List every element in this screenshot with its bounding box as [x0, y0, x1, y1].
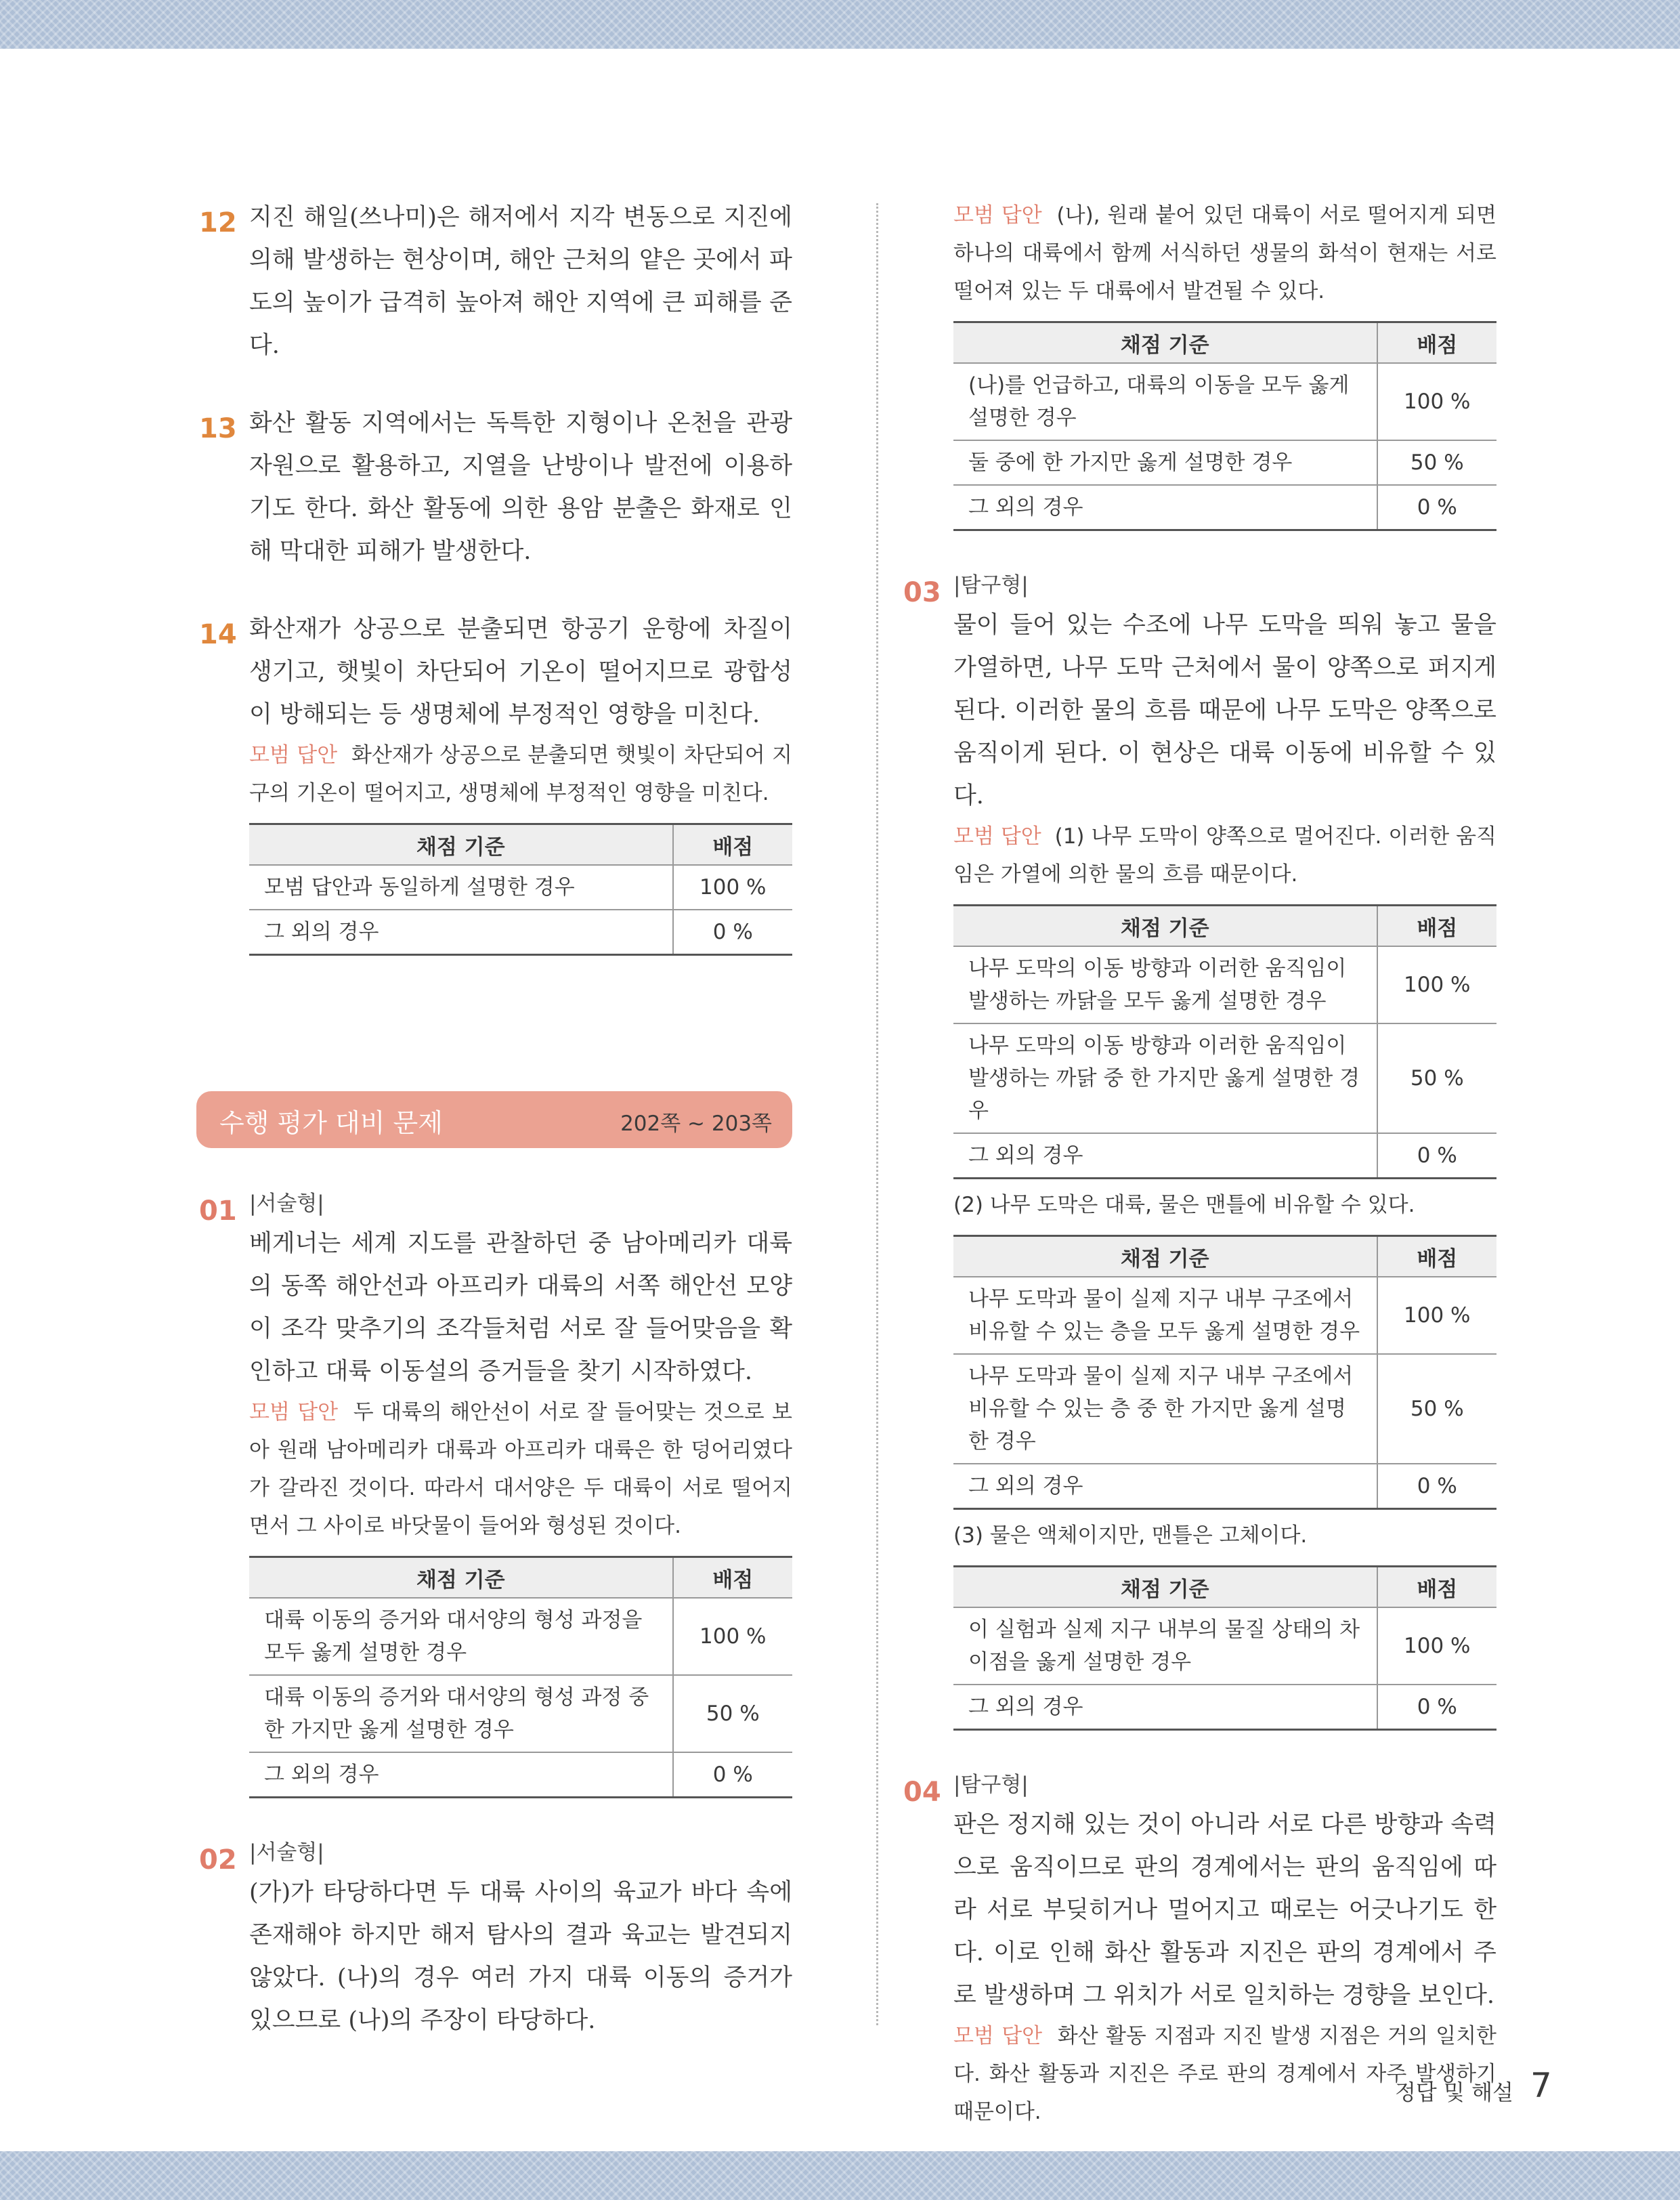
question-13: [196, 402, 792, 573]
table-row: [953, 1023, 1496, 1133]
question-number: 04: [903, 1777, 941, 1808]
model-answer-label: 모범 답안: [953, 203, 1042, 228]
model-answer-text: 화산 활동 지점과 지진 발생 지점은 거의 일치한다. 화산 활동과 지진은 주로 판의 경계에서 자주 발생하기 때문이다.: [953, 2024, 1496, 2124]
table-row: [953, 1133, 1496, 1179]
question-02-answer: [901, 196, 1496, 531]
grading-table-1: [953, 904, 1496, 1179]
footer-label: 정답 및 해설: [1395, 2079, 1513, 2105]
answer-part-3: (3) 물은 액체이지만, 맨틀은 고체이다.: [953, 1523, 1308, 1548]
criteria-cell: 둘 중에 한 가지만 옳게 설명한 경우: [953, 440, 1377, 485]
question-text: 물이 들어 있는 수조에 나무 도막을 띄워 놓고 물을 가열하면, 나무 도막 근처에서 물이 양쪽으로 퍼지게 된다. 이러한 물의 흐름 때문에 나무 도막은 양쪽으로 움직이게 된다. 이 현상은 대륙 이동에 비유할 수 있다.: [953, 612, 1496, 809]
score-header: 배점: [1377, 322, 1496, 364]
criteria-header: 채점 기준: [249, 1557, 673, 1599]
score-header: 배점: [673, 1557, 792, 1599]
criteria-cell: (나)를 언급하고, 대륙의 이동을 모두 옳게 설명한 경우: [953, 363, 1377, 440]
criteria-cell: 그 외의 경우: [249, 1752, 673, 1798]
column-divider: [876, 203, 878, 2025]
criteria-cell: 대륙 이동의 증거와 대서양의 형성 과정 중 한 가지만 옳게 설명한 경우: [249, 1675, 673, 1752]
model-answer-label: 모범 답안: [249, 743, 338, 767]
score-cell: 100 %: [673, 865, 792, 910]
section-pages: 202쪽 ~ 203쪽: [620, 1112, 772, 1136]
criteria-header: 채점 기준: [953, 322, 1377, 364]
score-cell: 100 %: [1377, 1607, 1496, 1685]
question-type-tag: |탐구형|: [953, 1773, 1029, 1797]
question-02: [196, 1834, 792, 2042]
criteria-header: 채점 기준: [953, 1567, 1377, 1608]
score-cell: 0 %: [1377, 485, 1496, 530]
score-cell: 0 %: [1377, 1464, 1496, 1509]
model-answer: [953, 196, 1496, 310]
criteria-header: 채점 기준: [249, 824, 673, 866]
criteria-header: 채점 기준: [953, 1236, 1377, 1277]
model-answer-label: 모범 답안: [953, 2024, 1043, 2048]
table-row: [953, 1607, 1496, 1685]
score-cell: 0 %: [1377, 1133, 1496, 1179]
question-number: 12: [199, 207, 237, 238]
question-type-tag: |탐구형|: [953, 573, 1029, 597]
table-row: [953, 363, 1496, 440]
question-text: 화산 활동 지역에서는 독특한 지형이나 온천을 관광 자원으로 활용하고, 지열을 난방이나 발전에 이용하기도 한다. 화산 활동에 의한 용암 분출은 화재로 인해 막대한 피해가 발생한다.: [249, 410, 792, 565]
score-header: 배점: [1377, 906, 1496, 947]
table-row: [953, 946, 1496, 1023]
question-01: [196, 1185, 792, 1798]
criteria-cell: 나무 도막과 물이 실제 지구 내부 구조에서 비유할 수 있는 층 중 한 가지만 옳게 설명한 경우: [953, 1354, 1377, 1464]
score-cell: 100 %: [673, 1598, 792, 1675]
right-column: [901, 196, 1496, 2166]
question-type-tag: |서술형|: [249, 1191, 324, 1216]
question-text: 베게너는 세계 지도를 관찰하던 중 남아메리카 대륙의 동쪽 해안선과 아프리카 대륙의 서쪽 해안선 모양이 조각 맞추기의 조각들처럼 서로 잘 들어맞음을 확인하고 대륙 이동설의 증거들을 찾기 시작하였다.: [249, 1230, 792, 1385]
grading-table: [249, 1556, 792, 1798]
score-header: 배점: [673, 824, 792, 866]
table-row: [953, 1685, 1496, 1730]
model-answer-text: 두 대륙의 해안선이 서로 잘 들어맞는 것으로 보아 원래 남아메리카 대륙과 아프리카 대륙은 한 덩어리였다가 갈라진 것이다. 따라서 대서양은 두 대륙이 서로 떨어지면서 그 사이로 바닷물이 들어와 형성된 것이다.: [249, 1400, 792, 1538]
table-row: [953, 1354, 1496, 1464]
score-cell: 50 %: [1377, 440, 1496, 485]
grading-table: [249, 823, 792, 956]
criteria-cell: 나무 도막의 이동 방향과 이러한 움직임이 발생하는 까닭을 모두 옳게 설명한 경우: [953, 946, 1377, 1023]
model-answer: [249, 736, 792, 812]
section-banner: [196, 1091, 792, 1148]
criteria-cell: 그 외의 경우: [953, 1464, 1377, 1509]
table-row: [249, 1598, 792, 1675]
model-answer: [953, 2017, 1496, 2131]
question-number: 13: [199, 413, 237, 444]
table-row: [953, 1277, 1496, 1354]
score-cell: 0 %: [1377, 1685, 1496, 1730]
question-text: 판은 정지해 있는 것이 아니라 서로 다른 방향과 속력으로 움직이므로 판의 경계에서는 판의 움직임에 따라 서로 부딪히거나 멀어지고 때로는 어긋나기도 한다. 이로 인해 화산 활동과 지진은 판의 경계에서 주로 발생하며 그 위치가 서로 일치하는 경향을 보인다.: [953, 1811, 1496, 2009]
question-text: 화산재가 상공으로 분출되면 항공기 운항에 차질이 생기고, 햇빛이 차단되어 기온이 떨어지므로 광합성이 방해되는 등 생명체에 부정적인 영향을 미친다.: [249, 616, 792, 728]
table-row: [953, 1464, 1496, 1509]
section-title: 수행 평가 대비 문제: [219, 1108, 443, 1138]
left-column: [196, 196, 792, 2077]
table-row: [953, 440, 1496, 485]
criteria-cell: 대륙 이동의 증거와 대서양의 형성 과정을 모두 옳게 설명한 경우: [249, 1598, 673, 1675]
table-row: [953, 485, 1496, 530]
table-row: [249, 865, 792, 910]
grading-table-3: [953, 1565, 1496, 1731]
criteria-cell: 그 외의 경우: [953, 1685, 1377, 1730]
criteria-cell: 그 외의 경우: [249, 910, 673, 955]
grading-table: [953, 321, 1496, 531]
top-decorative-band: [0, 0, 1680, 49]
table-row: [249, 1752, 792, 1798]
score-cell: 0 %: [673, 910, 792, 955]
criteria-cell: 그 외의 경우: [953, 1133, 1377, 1179]
criteria-cell: 모범 답안과 동일하게 설명한 경우: [249, 865, 673, 910]
score-header: 배점: [1377, 1236, 1496, 1277]
answer-part-2: (2) 나무 도막은 대륙, 물은 맨틀에 비유할 수 있다.: [953, 1193, 1415, 1217]
page-number: 7: [1530, 2066, 1552, 2105]
score-cell: 100 %: [1377, 363, 1496, 440]
model-answer-label: 모범 답안: [249, 1400, 339, 1424]
question-type-tag: |서술형|: [249, 1840, 324, 1865]
question-14: [196, 608, 792, 956]
score-cell: 50 %: [1377, 1354, 1496, 1464]
question-number: 02: [199, 1844, 237, 1876]
bottom-decorative-band: [0, 2151, 1680, 2200]
question-03: [901, 566, 1496, 1731]
table-row: [249, 910, 792, 955]
question-text: 지진 해일(쓰나미)은 해저에서 지각 변동으로 지진에 의해 발생하는 현상이며, 해안 근처의 얕은 곳에서 파도의 높이가 급격히 높아져 해안 지역에 큰 피해를 준다.: [249, 204, 792, 359]
table-row: [249, 1675, 792, 1752]
score-header: 배점: [1377, 1567, 1496, 1608]
criteria-cell: 나무 도막과 물이 실제 지구 내부 구조에서 비유할 수 있는 층을 모두 옳게 설명한 경우: [953, 1277, 1377, 1354]
question-number: 03: [903, 577, 941, 608]
model-answer: [953, 818, 1496, 893]
score-cell: 100 %: [1377, 1277, 1496, 1354]
model-answer-text: (1) 나무 도막이 양쪽으로 멀어진다. 이러한 움직임은 가열에 의한 물의 흐름 때문이다.: [953, 824, 1496, 887]
grading-table-2: [953, 1235, 1496, 1510]
criteria-cell: 이 실험과 실제 지구 내부의 물질 상태의 차이점을 옳게 설명한 경우: [953, 1607, 1377, 1685]
score-cell: 50 %: [673, 1675, 792, 1752]
model-answer: [249, 1393, 792, 1545]
question-number: 14: [199, 619, 237, 650]
model-answer-text: (나), 원래 붙어 있던 대륙이 서로 떨어지게 되면 하나의 대륙에서 함께 서식하던 생물의 화석이 현재는 서로 떨어져 있는 두 대륙에서 발견될 수 있다.: [953, 203, 1496, 303]
question-12: [196, 196, 792, 367]
question-text: (가)가 타당하다면 두 대륙 사이의 육교가 바다 속에 존재해야 하지만 해저 탐사의 결과 육교는 발견되지 않았다. (나)의 경우 여러 가지 대륙 이동의 증거가 있으므로 (나)의 주장이 타당하다.: [249, 1879, 792, 2034]
model-answer-label: 모범 답안: [953, 824, 1041, 849]
score-cell: 0 %: [673, 1752, 792, 1798]
criteria-cell: 나무 도막의 이동 방향과 이러한 움직임이 발생하는 까닭 중 한 가지만 옳게 설명한 경우: [953, 1023, 1377, 1133]
score-cell: 50 %: [1377, 1023, 1496, 1133]
criteria-cell: 그 외의 경우: [953, 485, 1377, 530]
criteria-header: 채점 기준: [953, 906, 1377, 947]
model-answer-text: 화산재가 상공으로 분출되면 햇빛이 차단되어 지구의 기온이 떨어지고, 생명체에 부정적인 영향을 미친다.: [249, 743, 792, 805]
question-number: 01: [199, 1196, 237, 1227]
score-cell: 100 %: [1377, 946, 1496, 1023]
